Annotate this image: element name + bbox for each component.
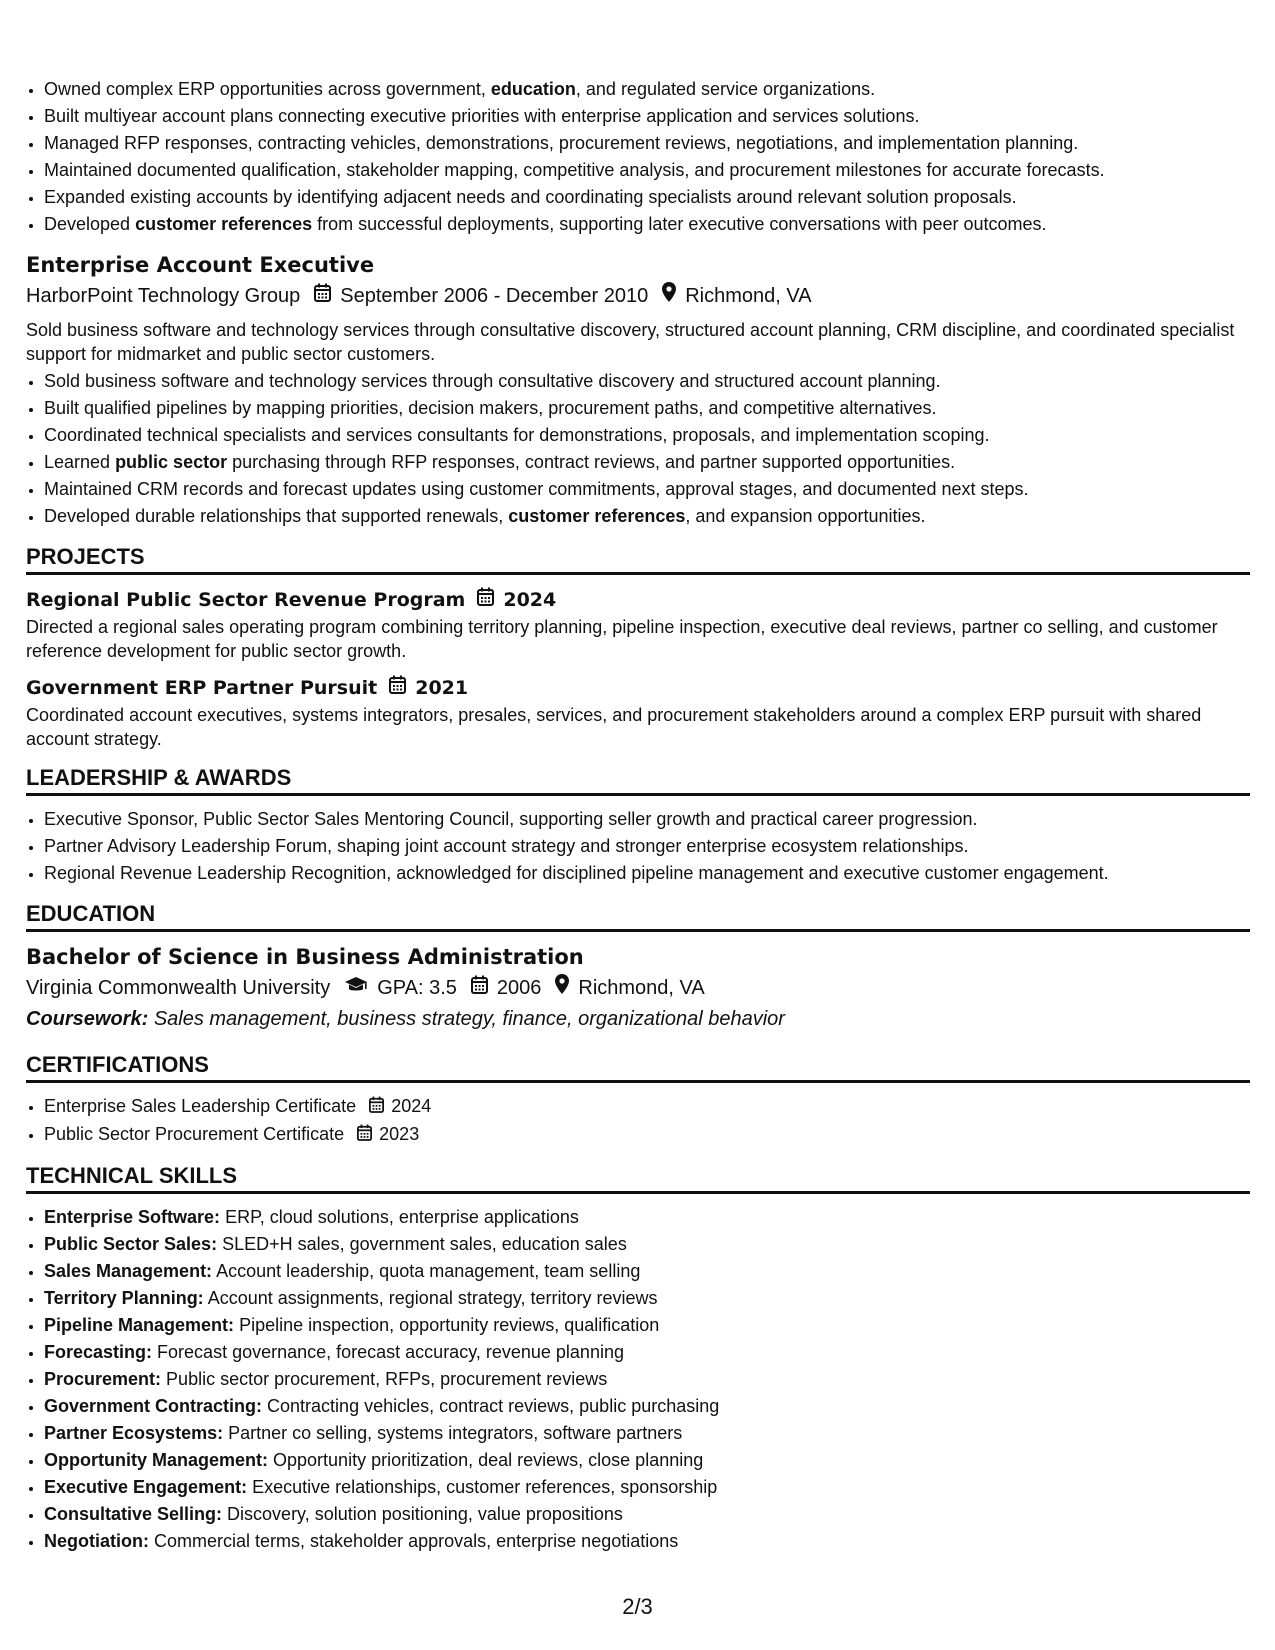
graduation-year: 2006 [496, 977, 542, 999]
calendar-icon [357, 1122, 372, 1149]
project-year: 2021 [415, 677, 469, 699]
list-item: • Opportunity Management: Opportunity prioritization, deal reviews, close planning [44, 1447, 1250, 1474]
list-item: • Pipeline Management: Pipeline inspection, opportunity reviews, qualification [44, 1312, 1250, 1339]
job-meta [26, 280, 1250, 312]
cert-name: Public Sector Procurement Certificate [44, 1123, 345, 1144]
list-item: • Learned public sector purchasing through RFP responses, contract reviews, and partner supported opportunities. [44, 449, 1250, 476]
list-item: • Government Contracting: Contracting vehicles, contract reviews, public purchasing [44, 1393, 1250, 1420]
job-title: Enterprise Account Executive [26, 253, 375, 277]
leadership-list [26, 806, 1250, 887]
coursework [26, 1004, 1250, 1034]
project-description: Coordinated account executives, systems integrators, presales, services, and procurement stakeholders around a complex ERP pursuit with shared account strategy. [26, 705, 1202, 749]
list-item: • Procurement: Public sector procurement, RFPs, procurement reviews [44, 1366, 1250, 1393]
list-item: • Developed customer references from successful deployments, supporting later executive conversations with peer outcomes. [44, 211, 1250, 238]
certifications-list [26, 1093, 1250, 1149]
list-item: • Regional Revenue Leadership Recognition, acknowledged for disciplined pipeline management and executive customer engagement. [44, 860, 1250, 887]
list-item: • Executive Engagement: Executive relationships, customer references, sponsorship [44, 1474, 1250, 1501]
map-pin-icon [555, 972, 569, 1004]
project-description: Directed a regional sales operating program combining territory planning, pipeline inspection, executive deal reviews, partner co selling, and customer reference development for public sector growth. [26, 617, 1218, 661]
list-item: • Consultative Selling: Discovery, solution positioning, value propositions [44, 1501, 1250, 1528]
coursework-value: Sales management, business strategy, finance, organizational behavior [153, 1008, 785, 1030]
list-item: • Forecasting: Forecast governance, forecast accuracy, revenue planning [44, 1339, 1250, 1366]
project-title: Government ERP Partner Pursuit [26, 677, 378, 699]
list-item [44, 1121, 1250, 1149]
calendar-icon [477, 585, 494, 615]
page-number: 2/3 [622, 1594, 653, 1619]
calendar-icon [471, 972, 488, 1004]
project-item [26, 585, 1250, 663]
job-location: Richmond, VA [685, 285, 812, 307]
list-item: • Coordinated technical specialists and services consultants for demonstrations, proposals, and implementation scoping. [44, 422, 1250, 449]
section-heading-education: EDUCATION [26, 901, 1250, 932]
skills-list [26, 1204, 1250, 1555]
list-item: • Maintained CRM records and forecast updates using customer commitments, approval stages, and documented next steps. [44, 476, 1250, 503]
cert-year: 2024 [391, 1096, 432, 1116]
graduation-cap-icon [344, 972, 368, 1004]
list-item: • Partner Advisory Leadership Forum, shaping joint account strategy and stronger enterprise ecosystem relationships. [44, 833, 1250, 860]
job-bullets [26, 368, 1250, 530]
section-heading-leadership: LEADERSHIP & AWARDS [26, 765, 1250, 796]
list-item: • Maintained documented qualification, stakeholder mapping, competitive analysis, and procurement milestones for accurate forecasts. [44, 157, 1250, 184]
calendar-icon [389, 673, 406, 703]
company-name: HarborPoint Technology Group [26, 285, 301, 307]
gpa: GPA: 3.5 [377, 977, 457, 999]
section-heading-certifications: CERTIFICATIONS [26, 1052, 1250, 1083]
list-item: • Managed RFP responses, contracting vehicles, demonstrations, procurement reviews, negotiations, and implementation planning. [44, 130, 1250, 157]
list-item: • Expanded existing accounts by identifying adjacent needs and coordinating specialists around relevant solution proposals. [44, 184, 1250, 211]
education-meta [26, 972, 1250, 1004]
degree-title: Bachelor of Science in Business Administration [26, 945, 584, 969]
project-item [26, 673, 1250, 751]
list-item: • Owned complex ERP opportunities across government, education, and regulated service organizations. [44, 76, 1250, 103]
section-heading-skills: TECHNICAL SKILLS [26, 1163, 1250, 1194]
job-summary: Sold business software and technology services through consultative discovery, structured account planning, CRM discipline, and coordinated specialist support for midmarket and public sector customers. [26, 320, 1235, 364]
list-item: • Executive Sponsor, Public Sector Sales Mentoring Council, supporting seller growth and practical career progression. [44, 806, 1250, 833]
list-item [44, 1093, 1250, 1121]
school-name: Virginia Commonwealth University [26, 977, 331, 999]
list-item: • Negotiation: Commercial terms, stakeholder approvals, enterprise negotiations [44, 1528, 1250, 1555]
list-item: • Enterprise Software: ERP, cloud solutions, enterprise applications [44, 1204, 1250, 1231]
project-title: Regional Public Sector Revenue Program [26, 589, 466, 611]
resume-page [26, 76, 1250, 1555]
job-dates: September 2006 - December 2010 [340, 285, 649, 307]
list-item: • Sold business software and technology services through consultative discovery and structured account planning. [44, 368, 1250, 395]
list-item: • Built qualified pipelines by mapping priorities, decision makers, procurement paths, and competitive alternatives. [44, 395, 1250, 422]
map-pin-icon [662, 280, 676, 312]
list-item: • Territory Planning: Account assignments, regional strategy, territory reviews [44, 1285, 1250, 1312]
section-heading-projects: PROJECTS [26, 544, 1250, 575]
list-item: • Developed durable relationships that supported renewals, customer references, and expansion opportunities. [44, 503, 1250, 530]
cert-name: Enterprise Sales Leadership Certificate [44, 1096, 357, 1116]
list-item: • Built multiyear account plans connecting executive priorities with enterprise application and services solutions. [44, 103, 1250, 130]
calendar-icon [314, 280, 331, 312]
school-location: Richmond, VA [578, 977, 705, 999]
coursework-label: Coursework: [26, 1008, 149, 1030]
list-item: • Sales Management: Account leadership, quota management, team selling [44, 1258, 1250, 1285]
project-year: 2024 [503, 589, 557, 611]
calendar-icon [369, 1094, 384, 1121]
list-item: • Public Sector Sales: SLED+H sales, government sales, education sales [44, 1231, 1250, 1258]
prev-job-bullets [26, 76, 1250, 238]
list-item: • Partner Ecosystems: Partner co selling, systems integrators, software partners [44, 1420, 1250, 1447]
cert-year: 2023 [379, 1123, 420, 1144]
